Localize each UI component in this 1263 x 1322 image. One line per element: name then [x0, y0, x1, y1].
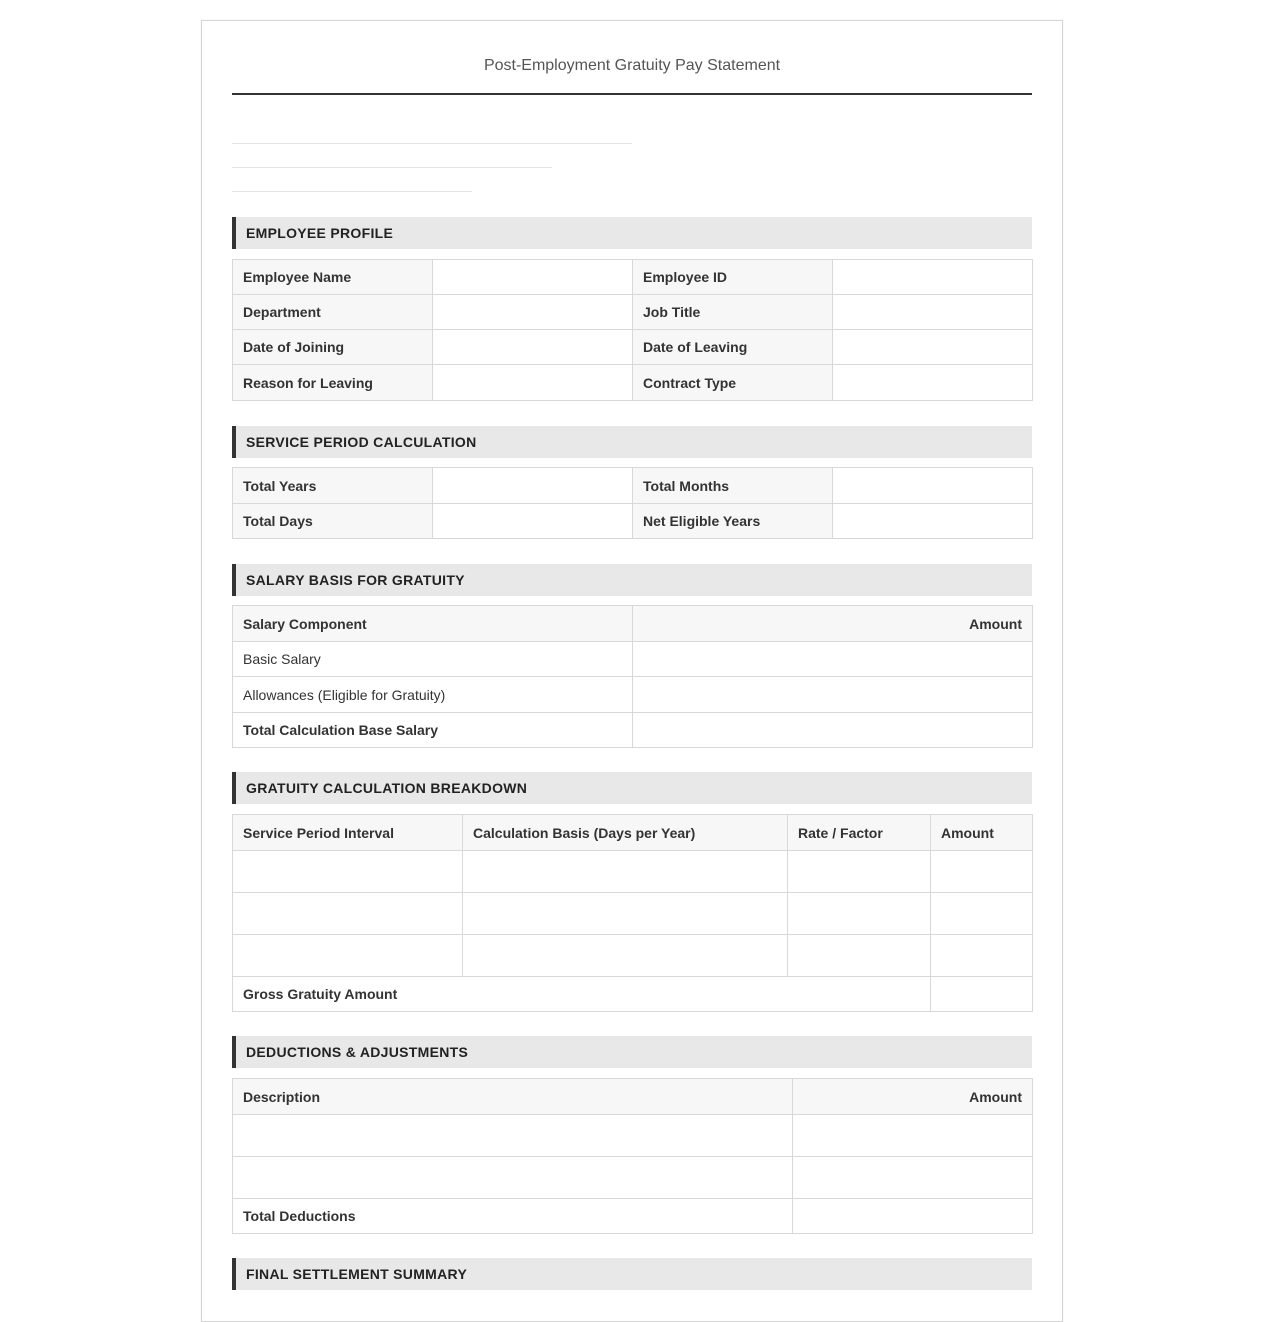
employee-profile-table — [232, 259, 1033, 401]
service-interval-cell[interactable] — [233, 935, 463, 977]
salary-basis-table — [232, 605, 1033, 748]
column-header: Amount — [793, 1079, 1033, 1115]
column-header: Service Period Interval — [233, 815, 463, 851]
title-divider — [232, 93, 1032, 95]
amount-cell[interactable] — [633, 642, 1033, 677]
calculation-basis-cell[interactable] — [463, 851, 788, 893]
gratuity-breakdown-table — [232, 814, 1033, 1012]
column-header: Amount — [931, 815, 1033, 851]
table-row — [233, 504, 1033, 539]
total-deductions-field[interactable] — [793, 1199, 1033, 1234]
table-row — [233, 935, 1033, 977]
service-interval-cell[interactable] — [233, 893, 463, 935]
section-heading-employee-profile: EMPLOYEE PROFILE — [232, 217, 1032, 249]
service-period-table — [232, 467, 1033, 539]
rate-factor-cell[interactable] — [788, 893, 931, 935]
field-label: Contract Type — [633, 365, 833, 401]
table-row — [233, 468, 1033, 504]
field-label: Total Days — [233, 504, 433, 539]
date-of-leaving-field[interactable] — [833, 330, 1033, 365]
employee-name-field[interactable] — [433, 260, 633, 295]
total-months-field[interactable] — [833, 468, 1033, 504]
amount-cell[interactable] — [931, 935, 1033, 977]
column-header: Rate / Factor — [788, 815, 931, 851]
document-title: Post-Employment Gratuity Pay Statement — [483, 57, 781, 74]
section-heading-deductions: DEDUCTIONS & ADJUSTMENTS — [232, 1036, 1032, 1068]
table-row — [233, 330, 1033, 365]
statement-page — [201, 20, 1063, 1322]
total-label: Total Calculation Base Salary — [233, 713, 633, 748]
date-of-joining-field[interactable] — [433, 330, 633, 365]
field-label: Net Eligible Years — [633, 504, 833, 539]
department-field[interactable] — [433, 295, 633, 330]
calculation-basis-cell[interactable] — [463, 893, 788, 935]
amount-cell[interactable] — [931, 851, 1033, 893]
field-label: Date of Joining — [233, 330, 433, 365]
table-row — [233, 1157, 1033, 1199]
salary-component-cell: Basic Salary — [233, 642, 633, 677]
amount-cell[interactable] — [633, 677, 1033, 713]
total-base-salary-field[interactable] — [633, 713, 1033, 748]
table-header-row — [233, 606, 1033, 642]
field-label: Reason for Leaving — [233, 365, 433, 401]
total-days-field[interactable] — [433, 504, 633, 539]
deductions-table — [232, 1078, 1033, 1234]
table-row — [233, 713, 1033, 748]
amount-cell[interactable] — [793, 1157, 1033, 1199]
rate-factor-cell[interactable] — [788, 851, 931, 893]
deduction-description-cell[interactable] — [233, 1157, 793, 1199]
net-eligible-years-field[interactable] — [833, 504, 1033, 539]
service-interval-cell[interactable] — [233, 851, 463, 893]
table-row — [233, 260, 1033, 295]
table-row — [233, 1199, 1033, 1234]
total-deductions-label: Total Deductions — [233, 1199, 793, 1234]
column-header: Calculation Basis (Days per Year) — [463, 815, 788, 851]
table-row — [233, 977, 1033, 1012]
deduction-description-cell[interactable] — [233, 1115, 793, 1157]
contract-type-field[interactable] — [833, 365, 1033, 401]
section-heading-service-period: SERVICE PERIOD CALCULATION — [232, 426, 1032, 458]
blank-line-3[interactable] — [232, 191, 472, 192]
column-header: Amount — [633, 606, 1033, 642]
reason-for-leaving-field[interactable] — [433, 365, 633, 401]
field-label: Date of Leaving — [633, 330, 833, 365]
total-years-field[interactable] — [433, 468, 633, 504]
blank-line-1[interactable] — [232, 143, 632, 144]
field-label: Employee Name — [233, 260, 433, 295]
table-row — [233, 1115, 1033, 1157]
blank-line-2[interactable] — [232, 167, 552, 168]
table-row — [233, 642, 1033, 677]
field-label: Job Title — [633, 295, 833, 330]
rate-factor-cell[interactable] — [788, 935, 931, 977]
column-header: Salary Component — [233, 606, 633, 642]
employee-id-field[interactable] — [833, 260, 1033, 295]
amount-cell[interactable] — [793, 1115, 1033, 1157]
field-label: Total Months — [633, 468, 833, 504]
amount-cell[interactable] — [931, 893, 1033, 935]
calculation-basis-cell[interactable] — [463, 935, 788, 977]
section-heading-final-settlement: FINAL SETTLEMENT SUMMARY — [232, 1258, 1032, 1290]
section-heading-gratuity-breakdown: GRATUITY CALCULATION BREAKDOWN — [232, 772, 1032, 804]
table-row — [233, 851, 1033, 893]
table-row — [233, 677, 1033, 713]
table-row — [233, 295, 1033, 330]
salary-component-cell: Allowances (Eligible for Gratuity) — [233, 677, 633, 713]
field-label: Employee ID — [633, 260, 833, 295]
column-header: Description — [233, 1079, 793, 1115]
table-row — [233, 893, 1033, 935]
job-title-field[interactable] — [833, 295, 1033, 330]
table-row — [233, 365, 1033, 401]
section-heading-salary-basis: SALARY BASIS FOR GRATUITY — [232, 564, 1032, 596]
gross-gratuity-amount-field[interactable] — [931, 977, 1033, 1012]
table-header-row — [233, 815, 1033, 851]
table-header-row — [233, 1079, 1033, 1115]
gross-gratuity-label: Gross Gratuity Amount — [233, 977, 931, 1012]
field-label: Department — [233, 295, 433, 330]
field-label: Total Years — [233, 468, 433, 504]
